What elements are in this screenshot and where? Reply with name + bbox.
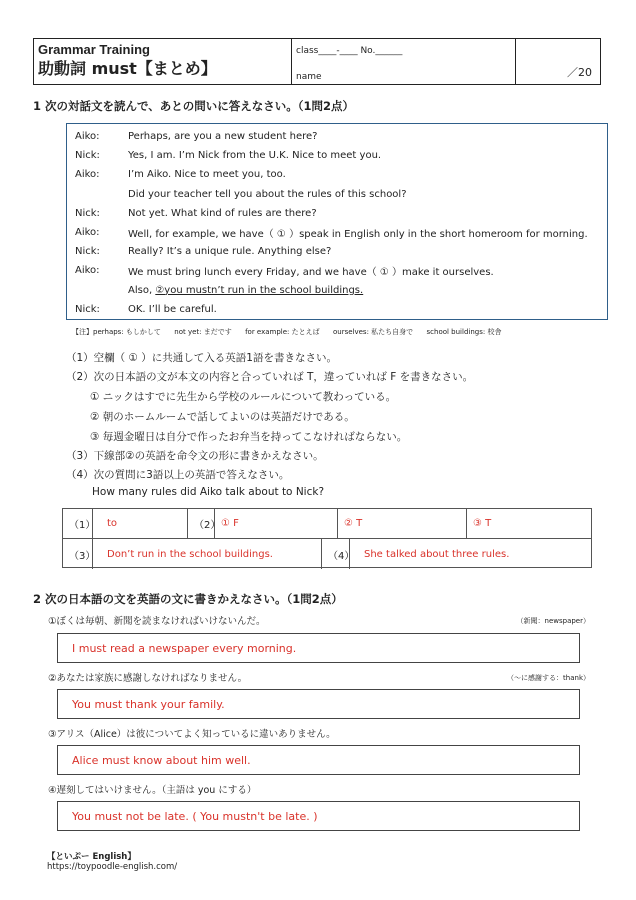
- question-4: （4）次の質問に3語以上の英語で答えなさい。: [66, 469, 290, 481]
- line-text: [128, 285, 363, 296]
- answer-3: Don’t run in the school buildings.: [93, 539, 322, 569]
- dialogue-line: [75, 300, 599, 319]
- line-text: OK. I’ll be careful.: [128, 303, 217, 315]
- answer-label: （1）: [63, 509, 93, 538]
- dialogue-line: [75, 165, 599, 184]
- vocab-note: 【注】perhaps: もしかして not yet: まだです for example: たとえば ourselves: 私たち自身で school buildings: 校舎: [72, 328, 502, 336]
- score-label: ／20: [567, 66, 592, 79]
- line-text: Did your teacher tell you about the rules of this school?: [128, 188, 407, 200]
- score-cell: [516, 39, 600, 84]
- question-1: （1）空欄（ ① ）に共通して入る英語1語を書きなさい。: [66, 352, 337, 364]
- answer-2-2: ② T: [338, 509, 467, 538]
- class-name-cell: [292, 39, 516, 84]
- dialogue-line: [75, 127, 599, 146]
- question-2-item-3: ③ 毎週金曜日は自分で作ったお弁当を持ってこなければならない。: [90, 431, 408, 443]
- line-text: I’m Aiko. Nice to meet you, too.: [128, 169, 286, 181]
- question-3: （3）下線部②の英語を命令文の形に書きかえなさい。: [66, 450, 324, 462]
- footer-brand: 【といぷー English】: [47, 852, 136, 862]
- dialogue-line: [75, 185, 599, 204]
- exercise-question-2: ②あなたは家族に感謝しなければなりません。: [48, 673, 248, 684]
- line-text: Well, for example, we have（ ① ）speak in English only in the short homeroom for morning.: [128, 229, 588, 241]
- answer-table: [62, 508, 592, 568]
- speaker: Aiko:: [75, 131, 100, 143]
- question-2: （2）次の日本語の文が本文の内容と合っていれば T，違っていれば F を書きなさい。: [66, 371, 474, 383]
- dialogue-line: [75, 242, 599, 261]
- dialogue-box: [66, 123, 608, 320]
- section-1-title: 1 次の対話文を読んで、あとの問いに答えなさい。（1問2点）: [33, 99, 355, 113]
- answer-2-3: ③ T: [473, 518, 492, 529]
- line-text: Perhaps, are you a new student here?: [128, 131, 318, 143]
- dialogue-line: [75, 204, 599, 223]
- answer-box-2: You must thank your family.: [57, 689, 580, 719]
- title-cell: [34, 39, 292, 84]
- answer-row: [63, 539, 591, 569]
- line-text: Yes, I am. I’m Nick from the U.K. Nice to meet you.: [128, 150, 382, 162]
- answer-box-1: I must read a newspaper every morning.: [57, 633, 580, 663]
- speaker: Aiko:: [75, 227, 100, 239]
- dialogue-line: [75, 223, 599, 242]
- dialogue-line: [75, 146, 599, 165]
- underlined-sentence: ②you mustn’t run in the school buildings.: [155, 284, 364, 296]
- class-number-label: class____-____ No.______: [296, 46, 403, 56]
- question-2-item-1: ① ニックはすでに先生から学校のルールについて教わっている。: [90, 391, 397, 403]
- answer-label: （2）: [188, 509, 215, 538]
- line-text: We must bring lunch every Friday, and we have（ ① ）make it ourselves.: [128, 267, 494, 279]
- speaker: Aiko:: [75, 265, 100, 277]
- answer-label: （4）: [322, 539, 350, 569]
- answer-4: She talked about three rules.: [364, 548, 510, 560]
- worksheet-header: [33, 38, 601, 85]
- title-japanese: 助動詞 must【まとめ】: [38, 59, 217, 78]
- dialogue-line: [75, 281, 599, 300]
- dialogue-line: [75, 261, 599, 280]
- question-2-item-2: ② 朝のホームルームで話してよいのは英語だけである。: [90, 411, 355, 423]
- speaker: Nick:: [75, 207, 100, 219]
- speaker: Aiko:: [75, 169, 100, 181]
- exercise-hint-2: （～に感謝する：thank）: [507, 674, 590, 682]
- section-2-title: 2 次の日本語の文を英語の文に書きかえなさい。（1問2点）: [33, 592, 343, 606]
- speaker: Nick:: [75, 150, 100, 162]
- question-4-prompt: How many rules did Aiko talk about to Nick?: [92, 486, 325, 498]
- line-text: Not yet. What kind of rules are there?: [128, 207, 317, 219]
- line-text: Really? It’s a unique rule. Anything else?: [128, 246, 332, 258]
- exercise-question-3: ③アリス（Alice）は彼についてよく知っているに違いありません。: [48, 729, 336, 740]
- line-text-prefix: Also,: [128, 284, 156, 296]
- answer-2-1: ① F: [215, 509, 338, 538]
- footer-url[interactable]: https://toypoodle-english.com/: [47, 862, 178, 872]
- speaker: Nick:: [75, 246, 100, 258]
- answer-box-3: Alice must know about him well.: [57, 745, 580, 775]
- answer-label: （3）: [63, 539, 93, 569]
- answer-1: to: [93, 509, 188, 538]
- name-label: name: [296, 72, 322, 82]
- speaker: Nick:: [75, 303, 100, 315]
- exercise-question-1: ①ぼくは毎朝、新聞を読まなければいけないんだ。: [48, 616, 266, 627]
- title-english: Grammar Training: [38, 42, 150, 57]
- answer-box-4: You must not be late. ( You mustn't be late. ): [57, 801, 580, 831]
- exercise-hint-1: （新聞：newspaper）: [516, 617, 590, 625]
- answer-row: [63, 509, 591, 539]
- exercise-question-4: ④遅刻してはいけません。（主語は you にする）: [48, 785, 257, 796]
